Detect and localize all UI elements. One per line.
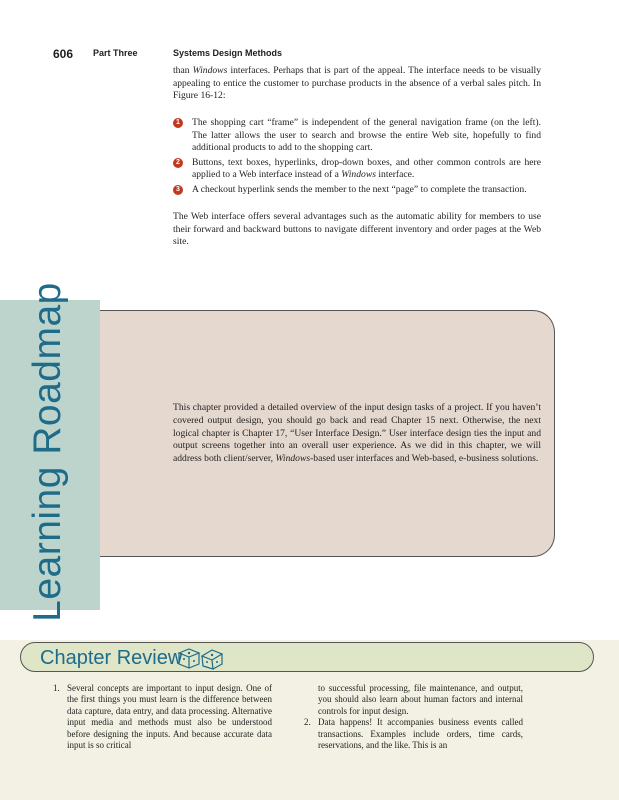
web-interface-paragraph: The Web interface offers several advantages such as the automatic ability for members to use their forward and backward buttons to navigate different inventory and order pages at the Web site. xyxy=(173,211,541,248)
intro-paragraph: than Windows interfaces. Perhaps that is part of the appeal. The interface needs to be visually appealing to entice the customer to purchase products in the absence of a verbal sales pitch. In Figure 16-12: xyxy=(173,65,542,102)
running-header xyxy=(53,47,573,63)
review-column-left xyxy=(53,683,272,751)
roadmap-title: Learning Roadmap xyxy=(26,282,69,622)
callout-number-icon: 3 xyxy=(173,185,183,195)
review-item: 1. Several concepts are important to input design. One of the first things you must learn is the difference between data capture, data entry, and data processing. Alternative input media and methods must also be understood before designing the inputs. And because accurate data input is so critical xyxy=(53,683,272,751)
chapter-review-title: Chapter Review xyxy=(40,647,183,669)
callout-item: 2 Buttons, text boxes, hyperlinks, drop-down boxes, and other common controls are here applied to a Web interface instead of a Windows interface. xyxy=(173,157,541,182)
callout-item: 3 A checkout hyperlink sends the member to the next “page” to complete the transaction. xyxy=(173,184,541,197)
figure-callout-list xyxy=(173,117,541,199)
roadmap-text: This chapter provided a detailed overview of the input design tasks of a project. If you haven’t covered output design, you should go back and read Chapter 15 next. Otherwise, the next logical chapter is Chapter 17, “User Interface Design.” User interface design ties the input and output screens together into an overall user experience. As we did in this chapter, we will address both client/server, Windows-based user interfaces and Web-based, e-business solutions. xyxy=(173,402,541,465)
callout-number-icon: 2 xyxy=(173,158,183,168)
callout-item: 1 The shopping cart “frame” is independent of the general navigation frame (on the left). The latter allows the user to search and browse the entire Web site, hopefully to find additional products to add to the shopping cart. xyxy=(173,117,541,155)
part-label: Part Three xyxy=(93,48,138,58)
review-column-right xyxy=(304,683,523,751)
section-label: Systems Design Methods xyxy=(173,48,283,58)
review-item: 2. Data happens! It accompanies business events called transactions. Examples include orders, time cards, reservations, and the like. This is an xyxy=(304,717,523,751)
dice-icon xyxy=(176,644,226,670)
callout-number-icon: 1 xyxy=(173,118,183,128)
review-item-continued: to successful processing, file maintenance, and output, you should also learn about human factors and internal controls for input design. xyxy=(318,683,523,716)
page-number: 606 xyxy=(53,47,74,61)
